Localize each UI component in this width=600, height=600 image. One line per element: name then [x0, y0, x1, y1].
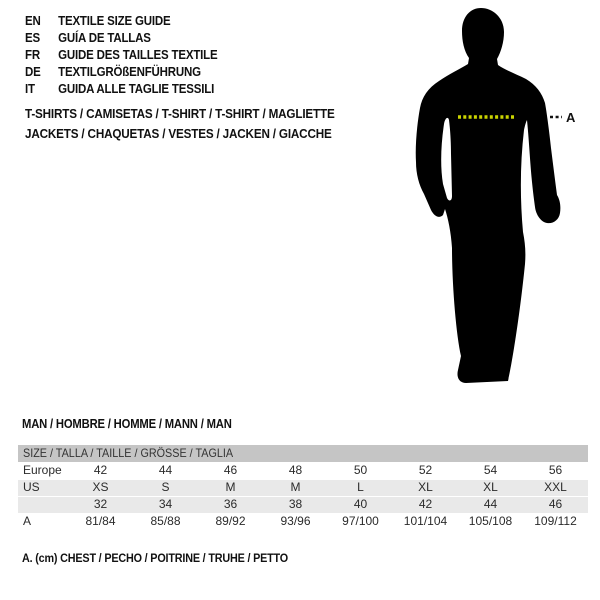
size-cell: S: [161, 480, 170, 494]
size-cell: 101/104: [403, 514, 448, 528]
size-cell: 40: [353, 497, 368, 511]
language-code: FR: [25, 48, 40, 62]
size-cell: 109/112: [534, 514, 577, 528]
size-cell: 44: [158, 463, 173, 477]
size-cell: 46: [548, 497, 563, 511]
size-cell: 56: [548, 463, 563, 477]
language-row: [25, 64, 218, 81]
man-silhouette-figure: [408, 4, 588, 390]
measure-label-a: A: [566, 110, 576, 125]
size-cell: 42: [93, 463, 108, 477]
size-cell: 85/88: [150, 514, 181, 528]
size-cell: 54: [483, 463, 498, 477]
size-cell: XXL: [544, 480, 567, 494]
size-cell: 52: [418, 463, 433, 477]
size-table-header: [18, 445, 588, 462]
size-cell: 93/96: [280, 514, 311, 528]
language-title: TEXTILE SIZE GUIDE: [58, 14, 171, 28]
table-row-chest-a: [18, 513, 588, 530]
category-line-tshirts: T-SHIRTS / CAMISETAS / T-SHIRT / T-SHIRT / MAGLIETTE: [25, 106, 335, 121]
table-row-us: [18, 479, 588, 496]
size-cell: 105/108: [468, 514, 513, 528]
language-row: [25, 13, 218, 30]
language-row: [25, 81, 218, 98]
size-cell: XL: [483, 480, 498, 494]
man-silhouette-svg: [408, 4, 588, 390]
size-cell: M: [225, 480, 236, 494]
language-row: [25, 30, 218, 47]
size-cell: XL: [418, 480, 433, 494]
language-list: [25, 13, 234, 98]
measurement-footnote: [22, 551, 318, 565]
size-cell: M: [290, 480, 301, 494]
table-row-europe: [18, 462, 588, 479]
language-code: DE: [25, 65, 41, 79]
size-cell: 89/92: [215, 514, 246, 528]
section-title-text: MAN / HOMBRE / HOMME / MANN / MAN: [22, 417, 232, 431]
language-title: GUIDE DES TAILLES TEXTILE: [58, 48, 218, 62]
language-title: GUIDA ALLE TAGLIE TESSILI: [58, 82, 215, 96]
size-cell: 34: [158, 497, 173, 511]
row-label: A: [23, 514, 32, 528]
language-title: GUÍA DE TALLAS: [58, 31, 151, 45]
size-cell: 46: [223, 463, 238, 477]
size-cell: 97/100: [342, 514, 379, 528]
size-cell: 32: [93, 497, 108, 511]
size-cell: 48: [288, 463, 303, 477]
size-table: [18, 445, 588, 530]
garment-categories: [25, 104, 369, 144]
size-cell: 38: [288, 497, 303, 511]
table-row-numeric: [18, 496, 588, 513]
row-label: Europe: [23, 463, 62, 477]
man-silhouette: [416, 8, 561, 383]
language-code: EN: [25, 14, 41, 28]
size-cell: XS: [92, 480, 109, 494]
size-cell: L: [357, 480, 364, 494]
measurement-footnote-text: A. (cm) CHEST / PECHO / POITRINE / TRUHE / PETTO: [22, 551, 288, 565]
language-code: IT: [25, 82, 35, 96]
size-table-header-text: SIZE / TALLA / TAILLE / GRÖSSE / TAGLIA: [23, 446, 234, 460]
size-cell: 50: [353, 463, 368, 477]
category-line-jackets: JACKETS / CHAQUETAS / VESTES / JACKEN / GIACCHE: [25, 126, 332, 141]
section-title-man: [22, 417, 255, 431]
row-label: US: [23, 480, 40, 494]
size-cell: 81/84: [85, 514, 116, 528]
language-title: TEXTILGRÖßENFÜHRUNG: [58, 65, 201, 79]
size-cell: 36: [223, 497, 238, 511]
size-cell: 42: [418, 497, 433, 511]
language-row: [25, 47, 218, 64]
size-cell: 44: [483, 497, 498, 511]
language-code: ES: [25, 31, 40, 45]
